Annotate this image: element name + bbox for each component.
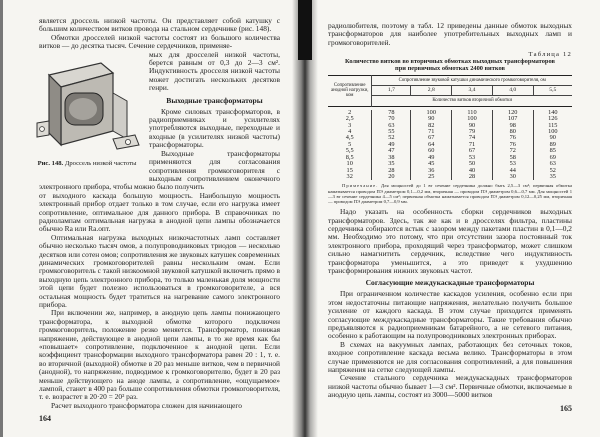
table-cell: 3 — [348, 121, 352, 129]
paragraph-table-intro: радиолюбителя, поэтому в табл. 12 приведены данные обмоток выходных трансформаторов для наиболее употребительных выходных ламп и громкоговорителей. — [328, 21, 572, 47]
table-cell: 76 — [492, 142, 533, 148]
column-header: 3,4 — [452, 86, 493, 96]
table-cell: 60 — [411, 148, 452, 154]
table-cell: 35 — [372, 161, 411, 167]
paragraph-choke-intro: является дроссель низкой частоты. Он представляет собой катушку с большим количеством витков провода на стальном сердечнике (рис. 148). — [39, 16, 280, 34]
table-cell: 82 — [411, 123, 452, 129]
paragraph-choke-windings-first: Обмотки дросселей низкой частоты состоят из большого количества витков — до десятка тысяч. Сечение сердечников, применяе- — [39, 32, 280, 51]
table-cell: 52 — [372, 135, 411, 141]
table-cell: 67 — [411, 135, 452, 141]
paragraph-limited-stages: При ограниченном количестве каскадов усиления, особенно если при этом недостаточны питающие напряжения, желательно получить большое усиление от каждого каскада. В этом случае приходится применять согласующие междукаскадные трансформаторы. Такие требования обычно предъявляются к радиоприемникам батарейного, а не сетевого питания, особенно к работающим на полупроводниковых электронных приборах. — [328, 289, 572, 341]
table-cell: 70 — [372, 116, 411, 122]
table-cell: 58 — [492, 155, 533, 161]
table-cell: 30 — [492, 174, 533, 180]
table-cell: 47 — [372, 148, 411, 154]
table-cell: 64 — [411, 142, 452, 148]
table-cell: 28 — [372, 168, 411, 174]
table-cell: 71 — [411, 129, 452, 135]
column-header: 5,5 — [533, 86, 572, 96]
table-cell: 38 — [372, 155, 411, 161]
table-cell: 79 — [452, 129, 493, 135]
column-header: 4,0 — [492, 86, 533, 96]
table-cell: 36 — [411, 168, 452, 174]
section-title-output-transformers: Выходные трансформаторы — [166, 95, 263, 105]
table-cell: 49 — [372, 142, 411, 148]
table-row — [328, 174, 572, 180]
table-cell: 20 — [372, 174, 411, 180]
paragraph-output-power: от выходного каскада большую мощность. Наибольшую мощность электронный прибор отдает только в том случае, если его нагрузка имеет сопротивление, оптимальное для данного прибора. В справочниках по радиолампам оптимальная нагрузка в анодной цепи лампы обозначается обычно Rа или Rа.опт. — [39, 190, 280, 234]
page-number-left: 164 — [39, 414, 51, 424]
column-header: 1,7 — [372, 86, 411, 96]
table-cell: 110 — [452, 110, 493, 116]
table-cell: 2 — [348, 108, 352, 116]
table-note — [328, 183, 572, 204]
table-cell: 67 — [452, 148, 493, 154]
paragraph-choke-windings-cont: мых для дросселей низкой частоты, берется равным от 0,3 до 2—3 см². Индуктивность дросселя низкой частоты может достигать нескольких десятков генри. — [149, 49, 280, 93]
table-cell: 63 — [533, 161, 572, 167]
table-cell: 55 — [372, 129, 411, 135]
table-cell: 10 — [346, 160, 353, 168]
table-cell: 126 — [533, 116, 572, 122]
table-cell: 69 — [533, 155, 572, 161]
table-cell: 85 — [533, 148, 572, 154]
table-title — [328, 58, 572, 72]
paragraph-output-types: Кроме силовых трансформаторов, в радиоприемниках и усилителях употребляются выходные, переходные и входные (в усилителях низкой частоты) трансформаторы. — [149, 106, 280, 150]
table-cell: 90 — [533, 135, 572, 141]
book-gutter-shadow — [292, 0, 318, 437]
table-cell: 5 — [348, 140, 352, 148]
table-cell: 89 — [533, 142, 572, 148]
table-cell: 100 — [533, 129, 572, 135]
choke-illustration-icon — [31, 53, 143, 153]
sub-header-turns: Количество витков вторичной обмотки — [372, 96, 572, 106]
page-number-right: 165 — [560, 403, 572, 413]
table-cell: 2,5 — [345, 115, 354, 123]
table-cell: 45 — [411, 161, 452, 167]
table-cell: 100 — [411, 110, 452, 116]
table-cell: 100 — [452, 116, 493, 122]
table-cell: 53 — [452, 155, 493, 161]
table-cell: 71 — [452, 142, 493, 148]
section-title-interstage-transformers: Согласующие междукаскадные трансформаторы — [365, 278, 535, 288]
table-cell: 74 — [452, 135, 493, 141]
windings-table — [328, 75, 572, 181]
figure-caption — [31, 160, 143, 167]
table-cell: 35 — [533, 174, 572, 180]
table-cell: 49 — [411, 155, 452, 161]
table-cell: 80 — [492, 129, 533, 135]
book-gutter-dark — [298, 0, 312, 60]
table-cell: 40 — [452, 168, 493, 174]
paragraph-core-assembly: Надо указать на особенность сборки сердечников выходных трансформаторов. Здесь, так же как и в дросселях фильтра, пластины сердечника собираются встык с зазором между пакетами пластин в 0,1—0,2 мм. Необходимо это потому, что при отсутствии зазора постоянный ток электронного прибора, проходящий через трансформатор, может слишком сильно намагнитить сердечник, вследствие чего индуктивность трансформатора уменьшится, а это приведет к ухудшению трансформирования нижних звуковых частот. — [328, 207, 572, 275]
table-cell: 15 — [346, 166, 353, 174]
right-page — [300, 0, 600, 437]
table-cell: 90 — [452, 123, 493, 129]
table-cell: 63 — [372, 123, 411, 129]
paragraph-step-down: При включении же, например, в анодную цепь лампы понижающего трансформатора, к выходной обмотке которого подключен громкоговоритель, положение резко меняется. Трансформатор, понижая напряжение, действующее в анодной цепи лампы, в то же время как бы «повышает» сопротивление, подключенное к анодной цепи. Если коэффициент трансформации выходного трансформатора равен 20 : 1, т. е. во вторичной (выходной) обмотке в 20 раз меньше витков, чем в первичной (анодной), то напряжение, подводимое к громкоговорителю, будет в 20 раз меньше действующего на аноде лампы, а сопротивление, «ощущаемое» лампой, станет в 400 раз больше сопротивления обмотки громкоговорителя, т. е. возрастет в 20·20 = 20² раз. — [39, 308, 280, 402]
table-cell: 25 — [411, 174, 452, 180]
table-cell: 32 — [346, 172, 353, 180]
table-cell: 115 — [533, 123, 572, 129]
table-cell: 8,5 — [345, 153, 354, 161]
table-note-text: Для мощностей до 1 вт сечение сердечника должно быть 2,5—3 см²; первичная обмотка наматывается проводом ПЭ диаметром 0,1—0,2 мм, вторичная — проводом ПЭ диаметром 0,6—0,7 мм. Для мощностей 1—3 вт сечение сердечника 4—5 см²; первичная обмотка наматывается проводом ПЭ диаметром 0,12—0,25 мм, вторичная — проводом ПЭ диаметром 0,7—0,9 мм. — [328, 183, 572, 204]
paragraph-vacuum-tubes: В схемах на вакуумных лампах, работающих без сеточных токов, входное сопротивление каскада весьма велико. Трансформаторы в этом случае применяются не для согласования сопротивлений, а для повышения напряжения на сетке следующей лампы. — [328, 339, 572, 375]
group-header-voice-coil: Сопротивление звуковой катушки динамического громкоговорителя, ом — [398, 77, 546, 83]
table-cell: 50 — [452, 161, 493, 167]
table-cell: 53 — [492, 161, 533, 167]
table-cell: 72 — [492, 148, 533, 154]
table-cell: 76 — [492, 135, 533, 141]
table-cell: 98 — [492, 123, 533, 129]
table-cell: 4 — [348, 128, 352, 136]
table-note-label: Примечание. — [342, 183, 379, 189]
paragraph-core-section: Сечение стального сердечника междукаскадных трансформаторов низкой частоты обычно бывает 1—3 см². Первичные обмотки, включаемые в анодную цепь лампы, состоят из 3000—5000 витков — [328, 373, 572, 400]
table-cell: 120 — [492, 110, 533, 116]
table-cell: 107 — [492, 116, 533, 122]
figure-caption-text: Дроссель низкой частоты — [64, 159, 137, 167]
figure-label: Рис. 148. — [37, 159, 64, 167]
table-cell: 4,5 — [345, 134, 354, 142]
table-cell: 5,5 — [345, 147, 354, 155]
table-cell: 44 — [492, 168, 533, 174]
table-cell: 52 — [533, 168, 572, 174]
paragraph-optimal-load: Оптимальная нагрузка выходных низкочастотных ламп составляет обычно несколько тысяч омов, а полупроводниковых триодов — несколько десятков или сотен омов; сопротивления же звуковых катушек современных динамических громкоговорителей равны нескольким омам. Если громкоговоритель с такой низкоомной звуковой катушкой включить прямо в выходную цепь электронного прибора, то только маленькая доля мощности этой цепи будет полезно использоваться в громкоговорителе, а вся остальная мощность будет тратиться на нагревание самого электронного прибора. — [39, 232, 280, 309]
table-cell: 28 — [452, 174, 493, 180]
table-cell: 78 — [372, 110, 411, 116]
table-title-line-1: Количество витков во вторичных обмотках выходных трансформаторов — [345, 58, 555, 66]
table-cell: 90 — [411, 116, 452, 122]
column-header: 2,8 — [411, 86, 452, 96]
table-label: Таблица 12 — [528, 51, 572, 59]
table-title-line-2: при первичных обмотках 2400 витков — [395, 65, 505, 73]
figure-148 — [31, 53, 143, 177]
table-cell: 140 — [533, 110, 572, 116]
row-header-anode-load: Сопротивление анодной нагрузки, ком — [328, 75, 372, 106]
paragraph-calculation: Расчет выходного трансформатора сложен для начинающего — [51, 400, 242, 410]
paragraph-output-purpose: Выходные трансформаторы применяются для согласования сопротивления громкоговорителя с выходным сопротивлением оконечного электронного прибора, чтобы можно было получить — [39, 148, 280, 192]
